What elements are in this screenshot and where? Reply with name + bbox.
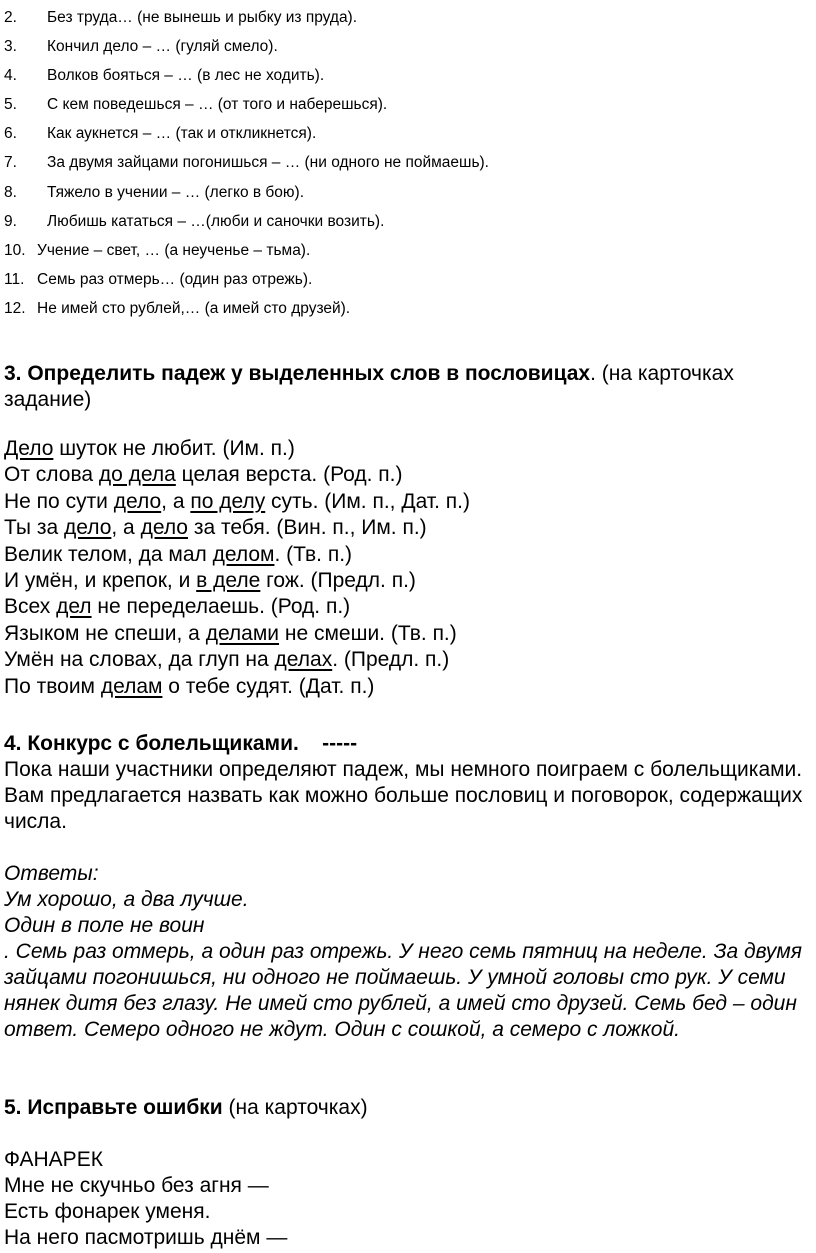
proverb-line: [4, 462, 810, 488]
list-item: [0, 90, 816, 119]
proverb-line: [4, 568, 810, 594]
proverb-text: . (Предл. п.): [332, 648, 450, 672]
list-item-text: Без труда… (не вынешь и рыбку из пруда).: [47, 9, 358, 26]
section-3-heading: [4, 361, 810, 413]
highlighted-word: делам: [100, 674, 163, 698]
proverb-text: Языком не спеши, а: [4, 621, 206, 645]
list-item-number: 9.: [4, 212, 17, 230]
proverb-text: суть. (Им. п., Дат. п.): [265, 489, 470, 513]
list-item-text: Кончил дело – … (гуляй смело).: [47, 38, 278, 56]
proverb-text: , а: [161, 489, 191, 513]
proverb-text: о тебе судят. (Дат. п.): [162, 674, 375, 698]
highlighted-word: по делу: [190, 489, 266, 513]
highlighted-word: дело: [140, 516, 188, 540]
list-item-text: Учение – свет, … (а неученье – тьма).: [37, 241, 311, 259]
section-5-title-note: (на карточках): [222, 1096, 368, 1119]
proverb-text: гож. (Предл. п.): [260, 568, 416, 592]
list-item-number: 2.: [4, 9, 17, 26]
list-item: [0, 148, 816, 177]
section-4-body: Пока наши участники определяют падеж, мы немного поиграем с болельщиками. Вам предлагается назвать как можно больше пословиц и поговорок, содержащих числа.: [4, 758, 803, 833]
list-item-text: Семь раз отмерь… (один раз отрежь).: [37, 270, 313, 288]
highlighted-word: дело: [63, 516, 112, 540]
list-item: [0, 265, 816, 294]
numbered-proverb-list: [0, 3, 816, 323]
proverb-text: По твоим: [4, 674, 101, 698]
list-item-number: 12.: [4, 299, 26, 317]
list-item: [0, 61, 816, 90]
highlighted-word: делом: [212, 542, 275, 566]
list-item: [0, 236, 816, 265]
proverb-line: [4, 436, 810, 462]
list-item-text: Как аукнется – … (так и откликнется).: [47, 125, 317, 143]
proverb-line: [4, 621, 810, 647]
proverb-text: Велик телом, да мал: [4, 542, 213, 566]
list-item-number: 6.: [4, 125, 17, 143]
answer-paragraph: . Семь раз отмерь, а один раз отрежь. У него семь пятниц на неделе. За двумя зайцами погонишься, ни одного не поймаешь. У умной головы сто рук. У семи нянек дитя без глазу. Не имей сто рублей, а имей сто друзей. Семь бед – один ответ. Семеро одного не ждут. Один с сошкой, а семеро с ложкой.: [4, 940, 802, 1041]
list-item: [0, 178, 816, 207]
poem-line: На него пасмотришь днём —: [4, 1226, 288, 1249]
section-4: [4, 731, 810, 1043]
proverb-text: не переделаешь. (Род. п.): [91, 595, 351, 619]
proverb-text: Всех: [4, 595, 57, 619]
list-item-text: За двумя зайцами погонишься – … (ни одного не поймаешь).: [47, 154, 489, 172]
list-item-number: 7.: [4, 154, 17, 172]
list-item: [0, 294, 816, 323]
section-3-proverbs: [4, 436, 810, 700]
list-item-number: 10.: [4, 241, 26, 259]
proverb-line: [4, 674, 810, 700]
proverb-line: [4, 515, 810, 541]
list-item-text: Волков бояться – … (в лес не ходить).: [47, 67, 325, 85]
proverb-text: Ты за: [4, 516, 64, 540]
section-3-title: 3. Определить падеж у выделенных слов в пословицах: [4, 362, 591, 385]
proverb-text: за тебя. (Вин. п., Им. п.): [187, 516, 427, 540]
highlighted-word: делах: [274, 648, 333, 672]
highlighted-word: дел: [56, 595, 92, 619]
highlighted-word: в деле: [196, 568, 261, 592]
proverb-text: шуток не любит. (Им. п.): [53, 437, 295, 460]
answers-label: Ответы:: [4, 862, 99, 885]
list-item-number: 4.: [4, 67, 17, 85]
proverb-text: От слова: [4, 463, 99, 487]
proverb-text: не смеши. (Тв. п.): [279, 621, 457, 645]
proverb-text: Не по сути: [4, 489, 114, 513]
poem-title: ФАНАРЕК: [4, 1148, 103, 1171]
list-item-text: Тяжело в учении – … (легко в бою).: [47, 183, 305, 201]
list-item-text: Не имей сто рублей,… (а имей сто друзей).: [37, 299, 351, 317]
list-item-text: С кем поведешься – … (от того и наберешься).: [47, 96, 388, 114]
list-item-number: 11.: [4, 270, 25, 288]
section-5: [4, 1095, 810, 1251]
proverb-line: [4, 542, 810, 568]
list-item: [0, 3, 816, 32]
proverb-text: целая верста. (Род. п.): [175, 463, 403, 487]
proverb-text: , а: [111, 516, 141, 540]
list-item: [0, 32, 816, 61]
answer-line: Ум хорошо, а два лучше.: [4, 888, 249, 911]
proverb-line: [4, 594, 810, 620]
highlighted-word: делами: [205, 621, 280, 645]
highlighted-word: Дело: [4, 437, 54, 460]
proverb-line: [4, 489, 810, 515]
poem-line: Мне не скучньо без агня —: [4, 1174, 269, 1197]
section-4-title: 4. Конкурс с болельщиками. -----: [4, 732, 358, 755]
highlighted-word: до дела: [98, 463, 176, 487]
list-item-number: 8.: [4, 183, 17, 201]
section-5-title: 5. Исправьте ошибки: [4, 1096, 223, 1119]
list-item-number: 3.: [4, 38, 17, 56]
poem-line: Есть фонарек уменя.: [4, 1200, 211, 1223]
list-item: [0, 207, 816, 236]
section-3-title-note: . (на карточках задание): [4, 362, 734, 411]
proverb-text: И умён, и крепок, и: [4, 568, 197, 592]
list-item-number: 5.: [4, 96, 17, 114]
proverb-text: . (Тв. п.): [274, 542, 353, 566]
list-item-text: Любишь кататься – …(люби и саночки возить).: [47, 212, 385, 230]
list-item: [0, 119, 816, 148]
proverb-text: Умён на словах, да глуп на: [4, 648, 275, 672]
answer-line: Один в поле не воин: [4, 914, 205, 937]
proverb-line: [4, 647, 810, 673]
highlighted-word: дело: [113, 489, 162, 513]
